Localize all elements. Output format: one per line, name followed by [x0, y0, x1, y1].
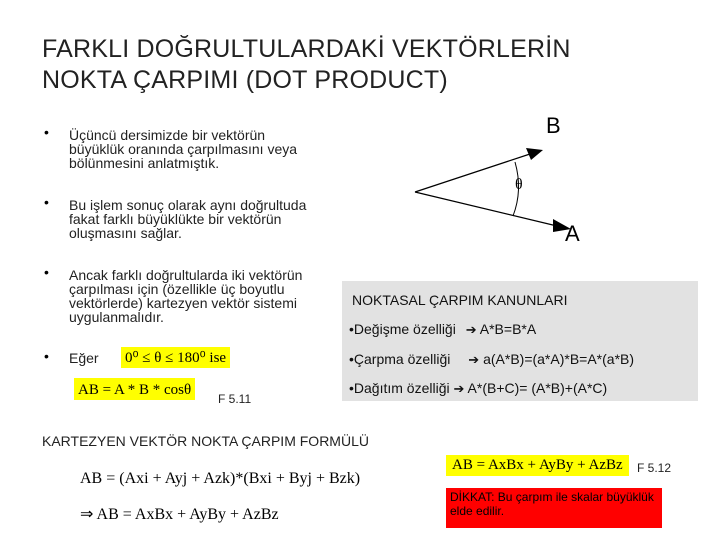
cartesian-expansion-formula: AB = (Axi + Ayj + Azk)*(Bxi + Byj + Bzk)	[80, 470, 361, 487]
bullet-text-3	[69, 268, 302, 324]
warning-note: DİKKAT: Bu çarpım ile skalar büyüklük elde edilir.	[446, 488, 662, 528]
dot-product-formula-text: AB = A * B * cosθ	[78, 382, 192, 398]
bullet-marker: •	[44, 194, 49, 210]
bullet-marker: •	[44, 264, 49, 280]
bullet-marker: •	[44, 124, 49, 140]
bullet-2-line-2: fakat farklı büyüklükte bir vektörün	[69, 211, 282, 227]
law-commutative	[349, 321, 536, 338]
right-arrow-icon: ➔	[453, 381, 465, 396]
vector-a-label: A	[565, 221, 580, 246]
bullet-marker: •	[44, 348, 49, 364]
bullet-2-line-3: oluşmasını sağlar.	[69, 225, 182, 241]
cartesian-section-title: KARTEZYEN VEKTÖR NOKTA ÇARPIM FORMÜLÜ	[42, 433, 369, 449]
bullet-1-line-2: büyüklük oranında çarpılmasını veya	[69, 141, 298, 157]
bullet-1-line-1: Üçüncü dersimizde bir vektörün	[69, 127, 266, 143]
title-line-1: FARKLI DOĞRULTULARDAKİ VEKTÖRLERİN	[42, 35, 571, 63]
law-expression: a(A*B)=(a*A)*B=A*(a*B)	[483, 351, 635, 367]
law-label: •Dağıtım özelliği	[349, 380, 450, 396]
vector-b-line	[415, 154, 530, 192]
title-line-2: NOKTA ÇARPIMI (DOT PRODUCT)	[42, 66, 448, 94]
right-arrow-icon: ➔	[465, 322, 477, 337]
law-label: •Çarpma özelliği	[349, 351, 451, 367]
law-label: •Değişme özelliği	[349, 321, 456, 337]
bullet-text-1	[69, 128, 297, 170]
law-expression: A*B=B*A	[479, 321, 537, 337]
laws-title: NOKTASAL ÇARPIM KANUNLARI	[352, 292, 568, 308]
bullet-3-line-1: Ancak farklı doğrultularda iki vektörün	[69, 267, 303, 283]
law-expression: A*(B+C)= (A*B)+(A*C)	[467, 380, 608, 396]
formula-label-f512: F 5.12	[637, 461, 672, 475]
right-arrow-icon: ➔	[468, 352, 480, 367]
bullet-4-text: Eğer	[69, 350, 99, 366]
cartesian-formula: AB = AxBx + AyBy + AzBz	[446, 455, 629, 476]
bullet-3-line-2: çarpılması için (özellikle üç boyutlu	[69, 281, 285, 297]
condition-formula: 0⁰ ≤ θ ≤ 180⁰ ise	[121, 347, 230, 368]
slide-title	[42, 34, 571, 96]
law-scalar-multiplication	[349, 351, 634, 368]
bullet-3-line-4: uygulanmalıdır.	[69, 309, 164, 325]
bullet-2-line-1: Bu işlem sonuç olarak aynı doğrultuda	[69, 197, 307, 213]
vector-a-line	[415, 192, 557, 226]
dot-product-formula	[74, 378, 195, 400]
bullet-1-line-3: bölünmesini anlatmıştık.	[69, 155, 220, 171]
cartesian-result-formula: ⇒ AB = AxBx + AyBy + AzBz	[80, 506, 279, 523]
formula-label-f511: F 5.11	[218, 392, 252, 406]
law-distributive	[349, 380, 607, 397]
bullet-text-2	[69, 198, 306, 240]
vector-b-arrowhead	[526, 148, 543, 160]
angle-theta-label: θ	[515, 176, 523, 193]
vector-b-label: B	[546, 113, 561, 138]
bullet-3-line-3: vektörlerde) kartezyen vektör sistemi	[69, 295, 297, 311]
